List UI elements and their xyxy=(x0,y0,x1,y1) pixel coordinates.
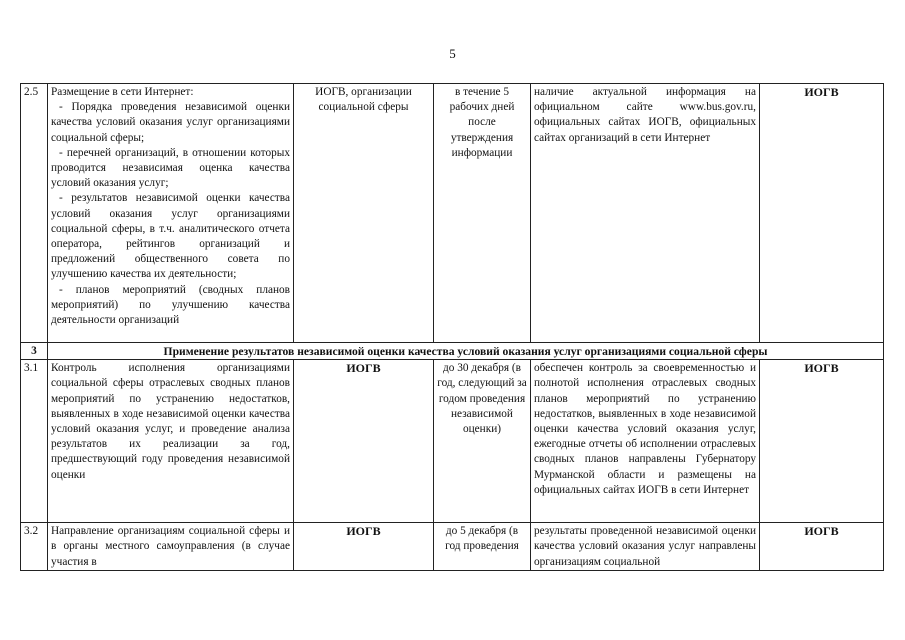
measure-text: - перечней организаций, в отношении которых проводится независимая оценка качества условий оказания услуг; xyxy=(51,146,290,190)
measures-table xyxy=(20,83,884,571)
result-cell: обеспечен контроль за своевременностью и полнотой исполнения отраслевых сводных планов мероприятий по устранению недостатков, выявленных в ходе независимой оценки качества условий оказания услуг, ежегодные отчеты об исполнении отраслевых сводных планов направлены Губернатору Мурманской области и размещены на официальных сайтах ИОГВ в сети Интернет xyxy=(531,360,760,523)
section-title: Применение результатов независимой оценки качества условий оказания услуг организациями социальной сферы xyxy=(48,343,884,360)
executors-cell: ИОГВ xyxy=(294,360,434,523)
row-number: 2.5 xyxy=(21,84,48,343)
section-number: 3 xyxy=(21,343,48,360)
executors-cell: ИОГВ xyxy=(294,523,434,571)
table-row xyxy=(21,360,884,523)
responsible-cell: ИОГВ xyxy=(760,360,884,523)
measure-text: - Порядка проведения независимой оценки качества условий оказания услуг организациями социальной сферы; xyxy=(51,101,290,144)
responsible-cell: ИОГВ xyxy=(760,523,884,571)
measure-text: - результатов независимой оценки качества условий оказания услуг организациями социальной сферы, в т.ч. аналитического отчета оператора, рейтингов организаций и предложений общественного совета по улучшению качества их деятельности; xyxy=(51,192,290,281)
measure-text: Размещение в сети Интернет: xyxy=(51,86,194,98)
page-number: 5 xyxy=(449,46,456,61)
deadline-cell: до 30 декабря (в год, следующий за годом проведения независимой оценки) xyxy=(434,360,531,523)
deadline-cell: в течение 5 рабочих дней после утверждения информации xyxy=(434,84,531,343)
section-header-row xyxy=(21,343,884,360)
responsible-cell: ИОГВ xyxy=(760,84,884,343)
executors-cell: ИОГВ, организации социальной сферы xyxy=(294,84,434,343)
measure-cell: Направление организациям социальной сферы и в органы местного самоуправления (в случае участия в xyxy=(48,523,294,571)
deadline-cell: до 5 декабря (в год проведения xyxy=(434,523,531,571)
row-number: 3.2 xyxy=(21,523,48,571)
result-cell: наличие актуальной информация на официальном сайте www.bus.gov.ru, официальных сайтах ИОГВ, официальных сайтах организаций в сети Интернет xyxy=(531,84,760,343)
measure-cell xyxy=(48,84,294,343)
row-number: 3.1 xyxy=(21,360,48,523)
table-row xyxy=(21,84,884,343)
measure-cell: Контроль исполнения организациями социальной сферы отраслевых сводных планов мероприятий по устранению недостатков, выявленных в ходе независимой оценки качества условий оказания услуг, и проведение анализа результатов их реализации за год, предшествующий году проведения независимой оценки xyxy=(48,360,294,523)
table-row xyxy=(21,523,884,571)
result-cell: результаты проведенной независимой оценки качества условий оказания услуг направлены организациям социальной xyxy=(531,523,760,571)
measure-text: - планов мероприятий (сводных планов мероприятий) по улучшению качества деятельности организаций xyxy=(51,283,290,327)
